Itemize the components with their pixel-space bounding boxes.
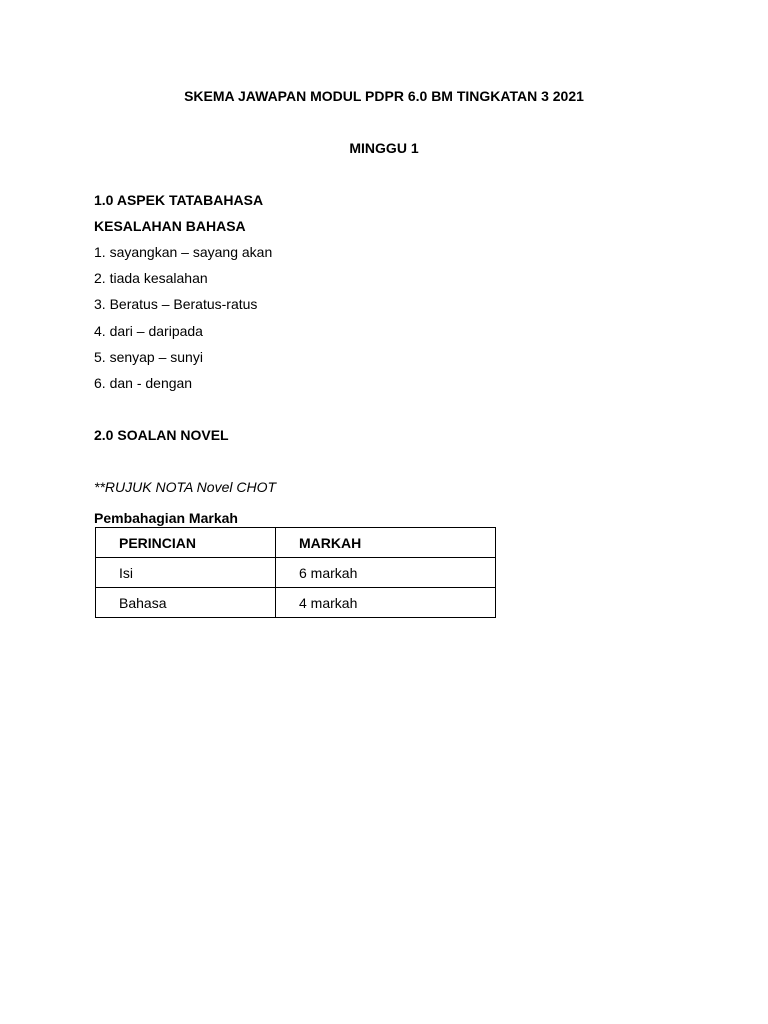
marks-table <box>95 527 496 618</box>
table-caption: Pembahagian Markah <box>94 510 238 526</box>
section1-subheading: KESALAHAN BAHASA <box>94 218 246 234</box>
document-title: SKEMA JAWAPAN MODUL PDPR 6.0 BM TINGKATAN 3 2021 <box>184 88 584 104</box>
list-item: 5. senyap – sunyi <box>94 348 203 365</box>
list-item: 1. sayangkan – sayang akan <box>94 244 273 260</box>
table-cell: 6 markah <box>276 558 496 588</box>
list-item: 4. dari – daripada <box>94 322 203 339</box>
novel-note: **RUJUK NOTA Novel CHOT <box>94 479 277 495</box>
section2-heading: 2.0 SOALAN NOVEL <box>94 427 229 443</box>
table-cell: Isi <box>96 558 276 588</box>
table-header-cell: MARKAH <box>276 528 496 558</box>
table-row <box>96 558 496 588</box>
list-item: 3. Beratus – Beratus-ratus <box>94 296 258 313</box>
section1-heading: 1.0 ASPEK TATABAHASA <box>94 192 264 208</box>
error-correction-list <box>94 243 272 400</box>
table-header-row <box>96 528 496 558</box>
list-item: 6. dan - dengan <box>94 374 193 391</box>
table-header-cell: PERINCIAN <box>96 528 276 558</box>
week-heading: MINGGU 1 <box>349 140 419 156</box>
table-row <box>96 588 496 618</box>
list-item: 2. tiada kesalahan <box>94 270 208 287</box>
table-cell: 4 markah <box>276 588 496 618</box>
table-cell: Bahasa <box>96 588 276 618</box>
